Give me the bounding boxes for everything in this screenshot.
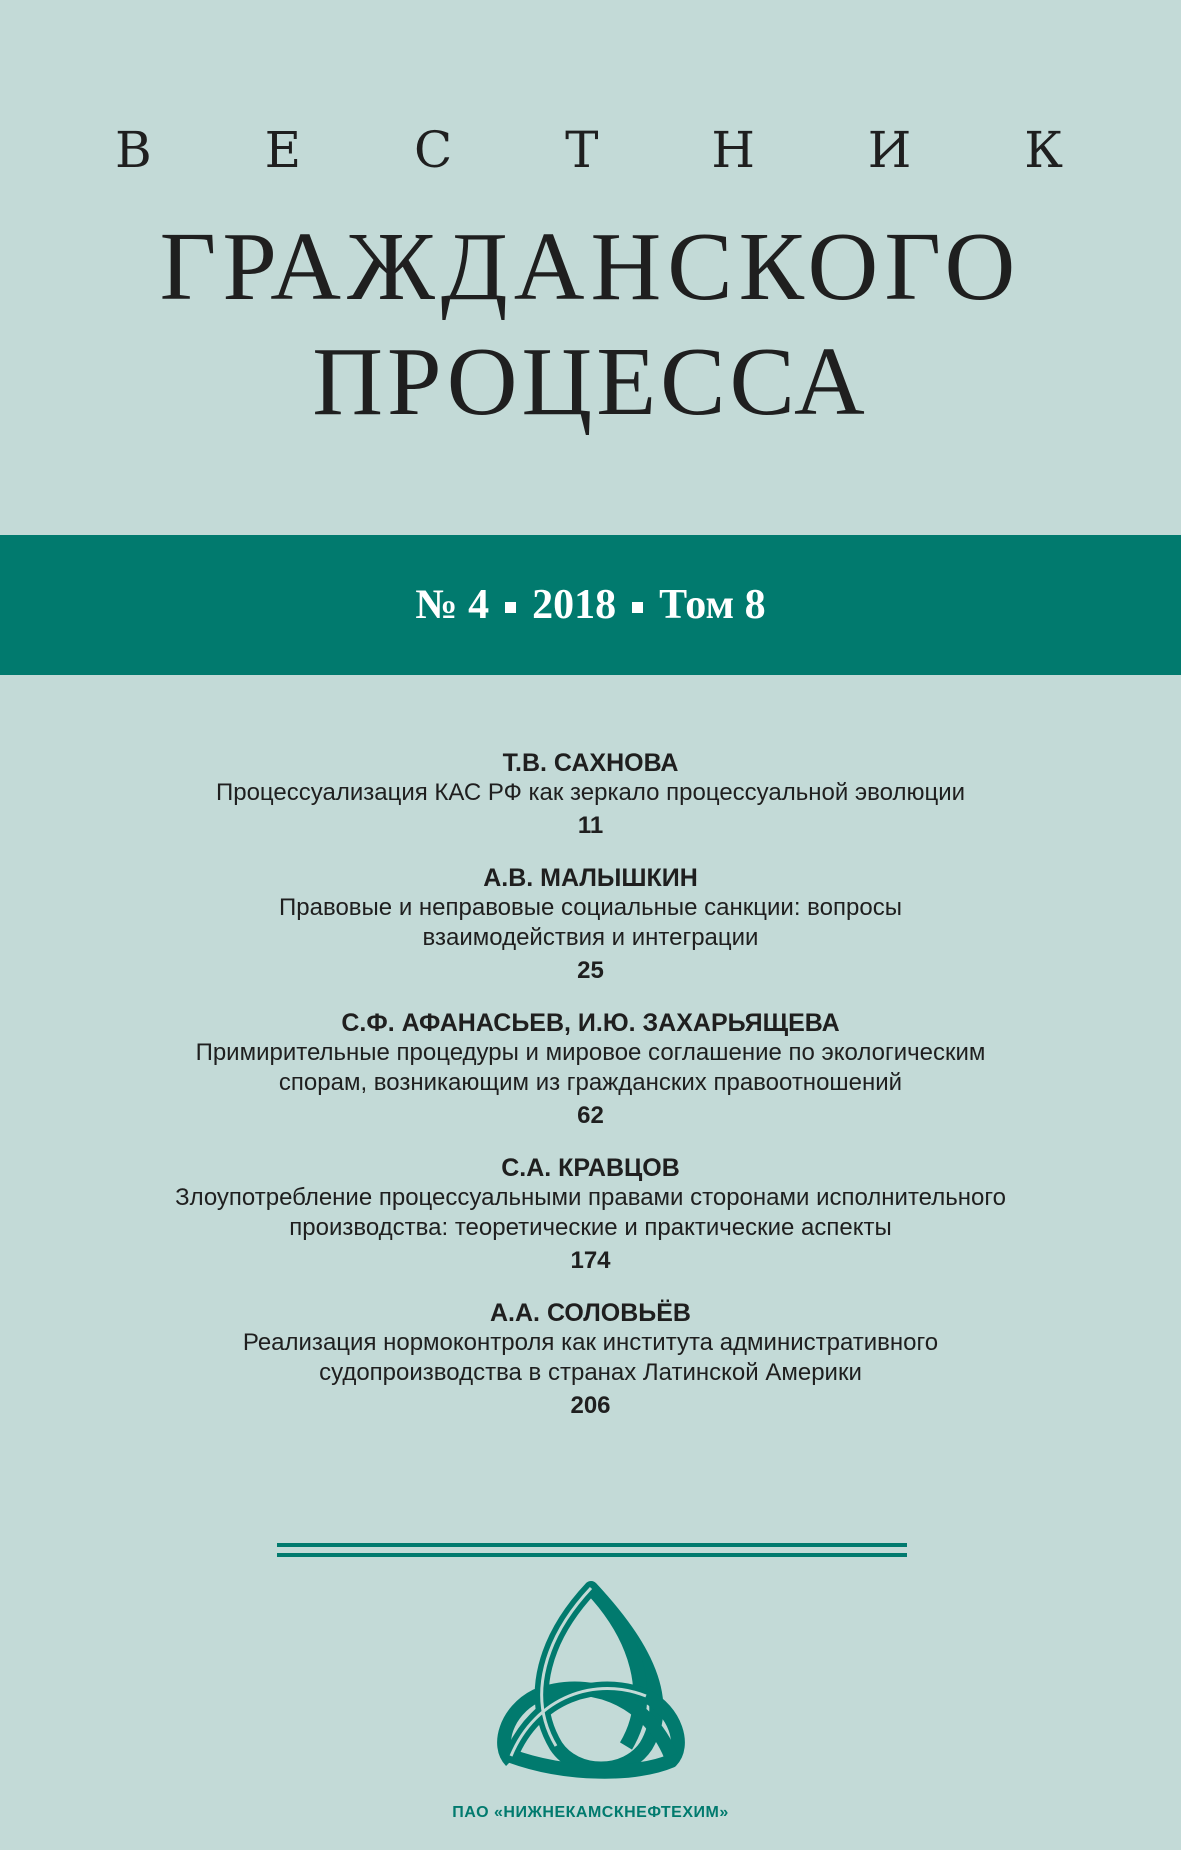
issue-volume: Том 8 bbox=[659, 582, 766, 628]
masthead-letter: Е bbox=[264, 121, 302, 179]
article-page-number: 11 bbox=[577, 812, 604, 839]
toc-entry[interactable] bbox=[0, 863, 1181, 986]
bullet-square-icon bbox=[632, 602, 643, 613]
journal-masthead bbox=[0, 0, 1181, 530]
masthead-letter: Н bbox=[711, 121, 755, 179]
toc-entry[interactable] bbox=[0, 1298, 1181, 1421]
article-title-line: Примирительные процедуры и мировое соглашение по экологическим bbox=[195, 1039, 986, 1066]
article-title-line: судопроизводства в странах Латинской Америки bbox=[319, 1359, 862, 1386]
article-title-line: производства: теоретические и практические аспекты bbox=[289, 1214, 892, 1241]
article-page-number: 25 bbox=[577, 957, 604, 984]
article-title-line: Реализация нормоконтроля как института административного bbox=[242, 1329, 939, 1356]
masthead-word-grazhdanskogo: ГРАЖДАНСКОГО bbox=[159, 213, 1022, 321]
triquetra-logo-icon bbox=[486, 1576, 696, 1786]
toc-entry[interactable] bbox=[0, 1008, 1181, 1131]
masthead-letter: С bbox=[413, 121, 453, 179]
masthead-letter: К bbox=[1024, 121, 1063, 179]
article-author: Т.В. САХНОВА bbox=[502, 749, 679, 777]
table-of-contents bbox=[0, 748, 1181, 1443]
publisher-name: ПАО «НИЖНЕКАМСКНЕФТЕХИМ» bbox=[452, 1804, 729, 1821]
masthead-word-vestnik bbox=[115, 121, 1063, 179]
article-page-number: 174 bbox=[570, 1247, 611, 1274]
toc-entry[interactable] bbox=[0, 1153, 1181, 1276]
article-title-line: Злоупотребление процессуальными правами сторонами исполнительного bbox=[175, 1184, 1006, 1211]
article-title-line: Правовые и неправовые социальные санкции: вопросы bbox=[279, 894, 902, 921]
masthead-letter: В bbox=[115, 121, 152, 179]
article-author: С.А. КРАВЦОВ bbox=[501, 1154, 680, 1182]
masthead-word-protsessa: ПРОЦЕССА bbox=[312, 328, 869, 436]
article-page-number: 206 bbox=[570, 1392, 611, 1419]
article-title-line: спорам, возникающим из гражданских правоотношений bbox=[278, 1069, 903, 1096]
article-author: А.В. МАЛЫШКИН bbox=[483, 864, 698, 892]
article-author: С.Ф. АФАНАСЬЕВ, И.Ю. ЗАХАРЬЯЩЕВА bbox=[341, 1009, 840, 1037]
masthead-letter: И bbox=[867, 121, 912, 179]
toc-entry[interactable] bbox=[0, 748, 1181, 841]
bullet-square-icon bbox=[505, 602, 516, 613]
article-page-number: 62 bbox=[577, 1102, 604, 1129]
issue-band bbox=[0, 535, 1181, 675]
article-title-line: Процессуализация КАС РФ как зеркало процессуальной эволюции bbox=[215, 779, 966, 806]
masthead-letter: Т bbox=[565, 121, 599, 179]
article-author: А.А. СОЛОВЬЁВ bbox=[490, 1299, 691, 1327]
divider-rule-bottom bbox=[277, 1553, 907, 1557]
divider-rule-top bbox=[277, 1543, 907, 1547]
issue-number: № 4 bbox=[415, 582, 490, 628]
article-title-line: взаимодействия и интеграции bbox=[422, 924, 759, 951]
issue-year: 2018 bbox=[532, 582, 617, 628]
